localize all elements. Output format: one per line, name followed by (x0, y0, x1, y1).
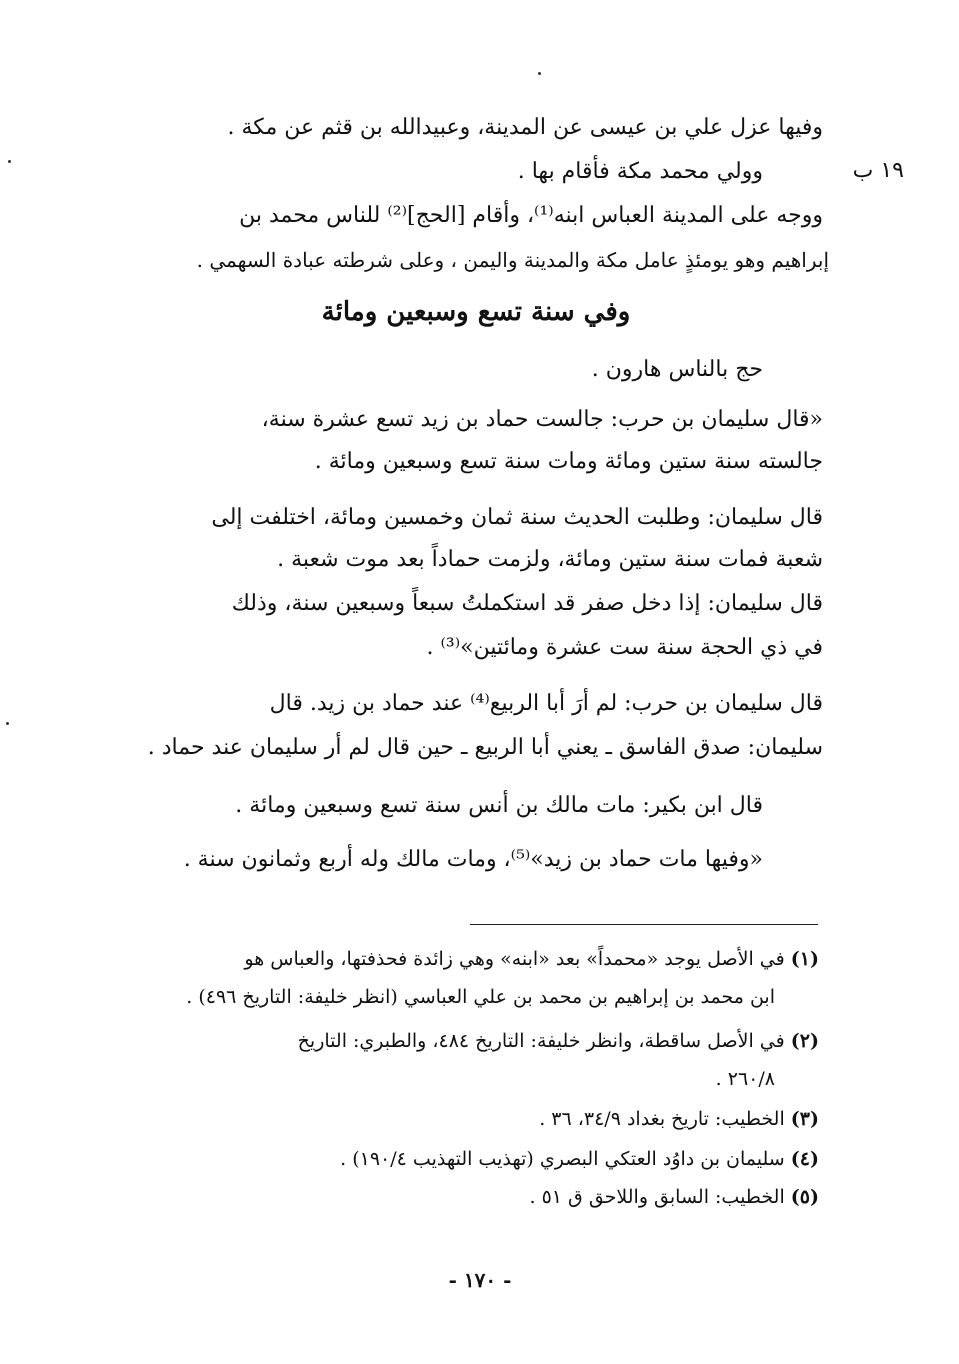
footnote-text: الخطيب: السابق واللاحق ق ٥١ . (529, 1186, 785, 1208)
page-number: - ١٧٠ - (448, 1268, 512, 1292)
paragraph-line: شعبة فمات سنة ستين ومائة، ولزمت حماداً بعد موت شعبة . (277, 547, 823, 572)
scan-speck (6, 722, 9, 725)
paragraph-line: جالسته سنة ستين ومائة ومات سنة تسع وسبعين ومائة . (314, 449, 823, 474)
footnote-1 (244, 944, 819, 974)
folio-margin-note: ١٩ ب (852, 158, 904, 183)
body-line: إبراهيم وهو يومئذٍ عامل مكة والمدينة واليمن ، وعلى شرطته عبادة السهمي . (196, 248, 829, 272)
paragraph-line: «قال سليمان بن حرب: جالست حماد بن زيد تسع عشرة سنة، (261, 407, 823, 432)
paragraph-line: حج بالناس هارون . (591, 357, 763, 382)
footnote-3 (539, 1104, 819, 1134)
footnote-5 (529, 1182, 819, 1212)
footnote-text: الخطيب: تاريخ بغداد ٣٤/٩، ٣٦ . (539, 1108, 785, 1130)
scan-speck (538, 72, 541, 75)
footnote-separator (470, 924, 818, 925)
body-line: وفيها عزل علي بن عيسى عن المدينة، وعبيدالله بن قثم عن مكة . (227, 115, 823, 140)
footnote-number: (٥) (790, 1186, 819, 1208)
footnote-number: (٤) (790, 1148, 819, 1170)
footnote-text: ابن محمد بن إبراهيم بن محمد بن علي العباسي (انظر خليفة: التاريخ ٤٩٦) . (186, 986, 775, 1008)
footnote-text: ٢٦٠/٨ . (715, 1068, 775, 1090)
footnote-text: في الأصل يوجد «محمداً» بعد «ابنه» وهي زائدة فحذفتها، والعباس هو (244, 948, 785, 970)
section-heading: وفي سنة تسع وسبعين ومائة (321, 297, 631, 327)
footnote-text: في الأصل ساقطة، وانظر خليفة: التاريخ ٤٨٤، والطبري: التاريخ (297, 1030, 785, 1052)
body-line: ووجه على المدينة العباس ابنه⁽¹⁾، وأقام [الحج]⁽²⁾ للناس محمد بن (239, 203, 823, 228)
footnote-2 (298, 1026, 819, 1056)
scan-speck (8, 160, 11, 163)
paragraph-line: قال ابن بكير: مات مالك بن أنس سنة تسع وسبعين ومائة . (235, 793, 763, 818)
footnote-text: سليمان بن داوُد العتكي البصري (تهذيب التهذيب ١٩٠/٤) . (340, 1148, 785, 1170)
paragraph-line: في ذي الحجة سنة ست عشرة ومائتين»⁽³⁾ . (426, 635, 823, 660)
footnote-number: (٣) (790, 1108, 819, 1130)
paragraph-line: سليمان: صدق الفاسق ـ يعني أبا الربيع ـ حين قال لم أر سليمان عند حماد . (147, 735, 823, 760)
paragraph-line: قال سليمان: إذا دخل صفر قد استكملتُ سبعاً وسبعين سنة، وذلك (231, 591, 823, 616)
body-line: وولي محمد مكة فأقام بها . (517, 159, 763, 184)
paragraph-line: قال سليمان: وطلبت الحديث سنة ثمان وخمسين ومائة، اختلفت إلى (211, 505, 823, 530)
paragraph-line: «وفيها مات حماد بن زيد»⁽⁵⁾، ومات مالك وله أربع وثمانون سنة . (183, 847, 763, 872)
footnote-number: (٢) (790, 1030, 819, 1052)
paragraph-line: قال سليمان بن حرب: لم أرَ أبا الربيع⁽⁴⁾ عند حماد بن زيد. قال (269, 691, 823, 716)
footnote-number: (١) (790, 948, 819, 970)
footnote-4 (340, 1144, 819, 1174)
